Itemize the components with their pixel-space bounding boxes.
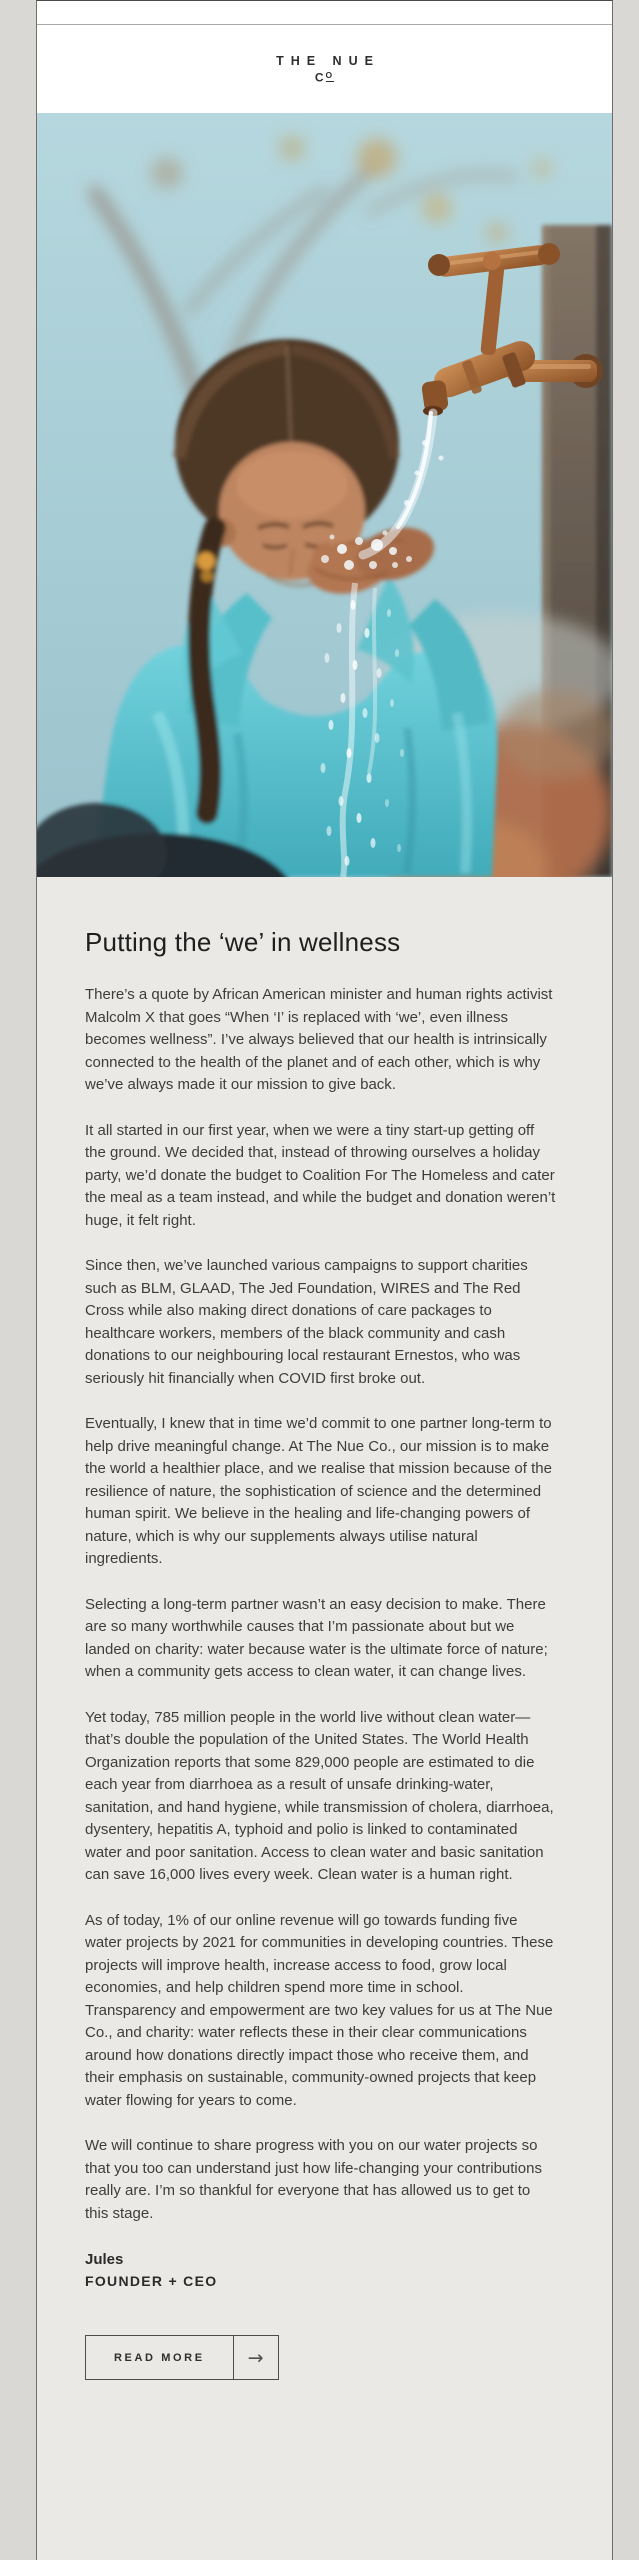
signature-name: Jules <box>85 2251 124 2268</box>
email-card <box>36 0 613 2560</box>
hero-image <box>37 113 612 877</box>
article-paragraph: Selecting a long-term partner wasn’t an easy decision to make. There are so many worthwhile causes that I’m passionate about but we landed on charity: water because water is the ultimate force of nature; when a community gets access to clean water, it can change lives. <box>85 1595 548 1680</box>
read-more-label: READ MORE <box>86 2336 234 2379</box>
article <box>37 877 612 2380</box>
article-paragraph: Yet today, 785 million people in the world live without clean water—that’s double the population of the United States. The World Health Organization reports that some 829,000 people are estimated to die each year from diarrhoea as a result of unsafe drinking-water, sanitation, and hand hygiene, while transmission of cholera, diarrhoea, dysentery, hepatitis A, typhoid and polio is linked to contaminated water and poor sanitation. Access to clean water and basic sanitation can save 16,000 lives every week. Clean water is a human right. <box>85 1708 554 1883</box>
brand-header <box>37 25 612 113</box>
article-paragraph: Since then, we’ve launched various campaigns to support charities such as BLM, GLAAD, The Jed Foundation, WIRES and The Red Cross while also making direct donations of care packages to healthcare workers, members of the black community and cash donations to our neighbouring local restaurant Ernestos, who was seriously hit financially when COVID first broke out. <box>85 1257 528 1387</box>
brand-logo-o: O <box>325 69 335 80</box>
brand-logo[interactable] <box>269 54 380 85</box>
article-paragraph: Eventually, I knew that in time we’d commit to one partner long-term to help drive meaningful change. At The Nue Co., our mission is to make the world a healthier place, and we realise that mission because of the resilience of nature, the sophistication of science and the determined human spirit. We believe in the healing and life-changing powers of nature, which is why our supplements always utilise natural ingredients. <box>85 1415 552 1567</box>
brand-logo-line1: THE NUE <box>276 53 380 68</box>
read-more-button[interactable] <box>85 2335 279 2380</box>
article-paragraph: There’s a quote by African American minister and human rights activist Malcolm X that goes “When ‘I’ is replaced with ‘we’, even illness becomes wellness”. I’ve always believed that our health is intrinsically connected to the health of the planet and of each other, which is why we’ve always made it our mission to give back. <box>85 986 553 1093</box>
preheader-strip <box>37 1 612 25</box>
signature-role: FOUNDER + CEO <box>85 2273 218 2289</box>
article-paragraph: It all started in our first year, when we were a tiny start-up getting off the ground. We decided that, instead of throwing ourselves a holiday party, we’d donate the budget to Coalition For The Homeless and cater the meal as a team instead, and while the budget and donation weren’t huge, it felt right. <box>85 1121 556 1229</box>
article-paragraph: As of today, 1% of our online revenue will go towards funding five water projects by 2021 for communities in developing countries. These projects will improve health, increase access to food, grow local economies, and help children spend more time in school. Transparency and empowerment are two key values for us at The Nue Co., and charity: water reflects these in their clear communications around how donations directly impact those who receive them, and their emphasis on sustainable, community-owned projects that keep water flowing for years to come. <box>85 1911 554 2109</box>
arrow-right-icon: → <box>247 2346 264 2369</box>
article-paragraph: We will continue to share progress with you on our water projects so that you too can understand just how life-changing your contributions really are. I’m so thankful for everyone that has allowed us to get to this stage. <box>85 2137 542 2222</box>
brand-logo-c: C <box>314 70 326 85</box>
brand-logo-line2 <box>269 70 380 85</box>
page-title: Putting the ‘we’ in wellness <box>85 927 401 957</box>
